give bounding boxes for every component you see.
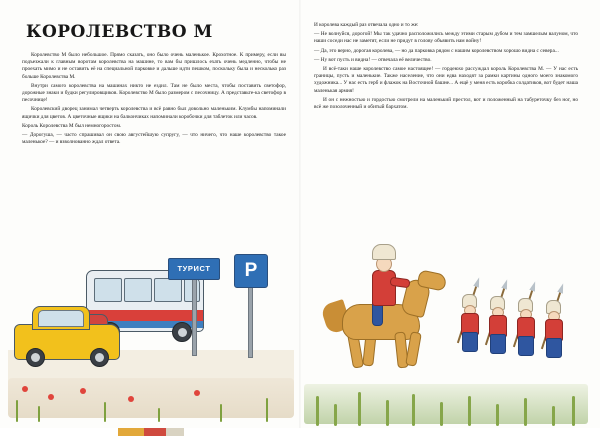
bus-window [154, 278, 182, 302]
paragraph: И королева каждый раз отвечала одно и то же: [314, 22, 419, 28]
paragraph: Король Королевства М был немногоростом. [22, 122, 122, 129]
paragraph: — Ну вот пусть и видна! — отвечала её величество. [314, 56, 432, 63]
meadow-ground [304, 384, 588, 424]
grass-blade [38, 406, 40, 422]
rider-body [372, 270, 396, 306]
parking-sign: P [234, 254, 268, 288]
bus-window [124, 278, 152, 302]
bottom-color-swatch [144, 428, 166, 436]
paragraph: Королевский дворец занимал четверть королевства и всё равно был довольно маленьким. Клумбы напоминали ящички для цветов. А цветочные ящики на балкончиках напоминали коробочки для таблеток или часов. [22, 106, 286, 120]
tall-grass [334, 404, 337, 426]
paragraph: — Да, это верно, дорогая королева, — но да парковка рядом с нашим королевством хорошо видна с севера... [314, 47, 559, 54]
roadside-flower [128, 396, 134, 402]
right-page-body [314, 22, 578, 111]
guard-legs [490, 334, 506, 354]
tall-grass [496, 404, 499, 426]
paragraph: И он с нежностью и гордостью смотрели на маленький престол, вот и положенный на табуреточку без ног, но всё же позолоченный и обитый бархатом. [314, 96, 578, 111]
yellow-car-wheel [26, 348, 45, 367]
paragraph: Внутри самого королевства на машинах никто не ездил. Там не было места, чтобы поставить светофор, дорожные знаки и будки регулировщиков. Королевство М было размером с песочницу. А представьте-ка светофор в песочнице! [22, 82, 286, 104]
page-title-text: КОРОЛЕВСТВО M [26, 22, 213, 42]
roadside-flower [48, 394, 54, 400]
yellow-car-wheel [90, 348, 109, 367]
illustration-king-on-horseback-with-guards [300, 232, 592, 428]
illustration-cars-and-road-signs [8, 236, 294, 428]
guard-legs [462, 332, 478, 352]
tall-grass [572, 396, 575, 426]
grass-blade [104, 402, 106, 422]
bottom-color-swatch [166, 428, 184, 436]
page-bottom-edge [0, 428, 600, 436]
tall-grass [412, 394, 415, 426]
tall-grass [440, 402, 443, 426]
tall-grass [468, 396, 471, 426]
bus-window [94, 278, 122, 302]
page-title [26, 22, 286, 42]
paragraph: И всё-таки наше королевство самое настоящее! — гордеюхо рассуждал король Королевства М. — У нас есть границы, пусть и маленькие. Также население, что они едва находят за рамки картины одного моего знакомого художника... У нас есть герб и флажок на Восточной башне... А ещё у меня есть коробка солдатиков, вот будет наша маленькая армия! [314, 66, 578, 94]
paragraph: Королевство М было небольшое. Прямо сказать, оно было очень маленькое. Крохотное. К примеру, если вы подъезжали к главным воротам королевства на машине, то вам бы пришлось ехать очень медленно, чтобы не проехать мимо и не оставить её на специальной парковке и дальше идти пешком, поскольку была и несколько раз больше Королевства М. [22, 52, 286, 80]
paragraph: — Не волнуйся, дорогой! Мы так удачно расположились между этими старым дубом и тем замшелым валуном, что наши соседи нас не заметят, если не придут в голову объявить нам войну! [314, 31, 578, 45]
grass-blade [266, 398, 268, 422]
yellow-car-window [38, 310, 84, 327]
bottom-color-swatch [118, 428, 144, 436]
guard-legs [546, 338, 562, 358]
paragraph: — Дорогуша, — часто спрашивал он свою августейшую супругу, — что ничего, что наше королевство такое маленькое? — и взволнованно ждал ответа. [22, 132, 286, 146]
grass-blade [158, 408, 160, 422]
guard [544, 300, 562, 356]
roadside-flower [194, 390, 200, 396]
roadside-flower [80, 388, 86, 394]
tourist-sign: ТУРИСТ [168, 258, 220, 280]
tall-grass [316, 396, 319, 426]
guard-legs [518, 336, 534, 356]
grass-blade [16, 400, 18, 422]
left-page-body [22, 52, 286, 146]
grass-blade [220, 404, 222, 422]
guard [488, 296, 506, 352]
sign-post [192, 276, 197, 356]
guard [516, 298, 534, 354]
tall-grass [524, 398, 527, 426]
tall-grass [358, 392, 361, 426]
roadside-flower [22, 386, 28, 392]
tall-grass [552, 406, 555, 426]
guard [460, 294, 478, 350]
rider-hat [372, 244, 396, 260]
tall-grass [386, 400, 389, 426]
bus-wheel [172, 322, 192, 342]
